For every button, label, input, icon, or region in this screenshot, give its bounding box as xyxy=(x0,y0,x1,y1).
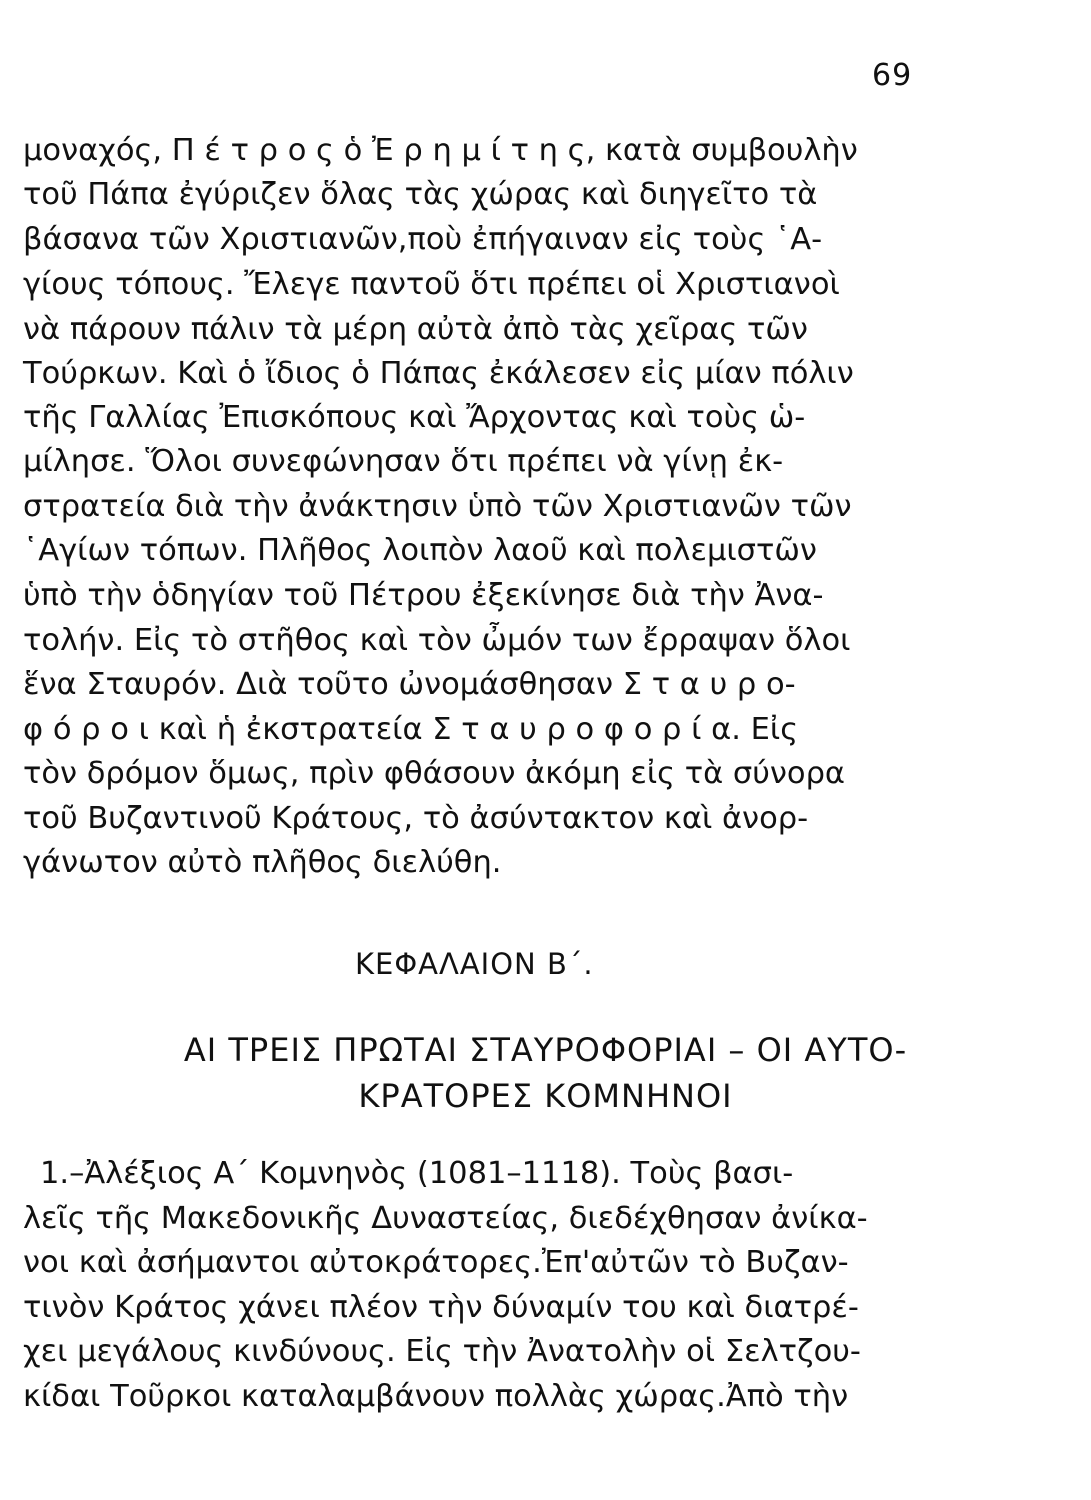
text-line: κίδαι Τοῦρκοι καταλαμβάνουν πολλὰς χώρας.Ἀπὸ τὴν xyxy=(23,1379,849,1414)
text-line: τῆς Γαλλίας Ἐπισκόπους καὶ Ἄρχοντας καὶ τοὺς ὡ- xyxy=(23,400,806,435)
text-line: λεῖς τῆς Μακεδονικῆς Δυναστείας, διεδέχθησαν ἀνίκα- xyxy=(23,1201,868,1236)
text-line: τοῦ Πάπα ἐγύριζεν ὅλας τὰς χώρας καὶ διηγεῖτο τὰ xyxy=(23,177,818,212)
text-line: ὑπὸ τὴν ὁδηγίαν τοῦ Πέτρου ἐξεκίνησε διὰ τὴν Ἀνα- xyxy=(23,578,824,613)
text-line: γίους τόπους. Ἔλεγε παντοῦ ὅτι πρέπει οἱ Χριστιανοὶ xyxy=(23,267,840,302)
text-line: 1.–Ἀλέξιος Α΄ Κομνηνὸς (1081–1118). Τοὺς βασι- xyxy=(40,1156,794,1191)
text-line: στρατεία διὰ τὴν ἀνάκτησιν ὑπὸ τῶν Χριστιανῶν τῶν xyxy=(23,489,852,524)
chapter-title-line: ΚΡΑΤΟΡΕΣ ΚΟΜΝΗΝΟΙ xyxy=(358,1077,733,1115)
text-line: τὸν δρόμον ὅμως, πρὶν φθάσουν ἀκόμη εἰς τὰ σύνορα xyxy=(23,756,846,791)
chapter-label: ΚΕΦΑΛΑΙΟΝ Β΄. xyxy=(355,947,594,981)
text-line: νὰ πάρουν πάλιν τὰ μέρη αὐτὰ ἀπὸ τὰς χεῖρας τῶν xyxy=(23,312,808,347)
text-line: τολήν. Εἰς τὸ στῆθος καὶ τὸν ὦμόν των ἔρραψαν ὅλοι xyxy=(23,623,851,658)
text-line: ῾Αγίων τόπων. Πλῆθος λοιπὸν λαοῦ καὶ πολεμιστῶν xyxy=(23,533,817,568)
text-line: τοῦ Βυζαντινοῦ Κράτους, τὸ ἀσύντακτον καὶ ἀνορ- xyxy=(23,801,809,836)
text-line: χει μεγάλους κινδύνους. Εἰς τὴν Ἀνατολὴν οἱ Σελτζου- xyxy=(23,1334,861,1369)
page-number: 69 xyxy=(872,58,913,93)
text-line: γάνωτον αὐτὸ πλῆθος διελύθη. xyxy=(23,845,502,880)
text-line: τινὸν Κράτος χάνει πλέον τὴν δύναμίν του καὶ διατρέ- xyxy=(23,1290,859,1325)
text-line: Τούρκων. Καὶ ὁ ἴδιος ὁ Πάπας ἐκάλεσεν εἰς μίαν πόλιν xyxy=(23,356,854,391)
chapter-title-line: ΑΙ ΤΡΕΙΣ ΠΡΩΤΑΙ ΣΤΑΥΡΟΦΟΡΙΑΙ – ΟΙ ΑΥΤΟ- xyxy=(183,1031,908,1069)
text-line: νοι καὶ ἀσήμαντοι αὐτοκράτορες.Ἐπ'αὐτῶν τὸ Βυζαν- xyxy=(23,1245,849,1280)
text-line: βάσανα τῶν Χριστιανῶν,ποὺ ἐπήγαιναν εἰς τοὺς ῾Α- xyxy=(23,222,823,257)
text-line: φ ό ρ ο ι καὶ ἡ ἐκστρατεία Σ τ α υ ρ ο φ ο ρ ί α. Εἰς xyxy=(23,712,799,747)
text-line: ἕνα Σταυρόν. Διὰ τοῦτο ὠνομάσθησαν Σ τ α υ ρ ο- xyxy=(23,667,796,702)
text-line: μίλησε. Ὅλοι συνεφώνησαν ὅτι πρέπει νὰ γίνῃ ἐκ- xyxy=(23,444,784,479)
text-line: μοναχός, Π έ τ ρ ο ς ὁ Ἐ ρ η μ ί τ η ς, κατὰ συμβουλὴν xyxy=(23,133,858,168)
